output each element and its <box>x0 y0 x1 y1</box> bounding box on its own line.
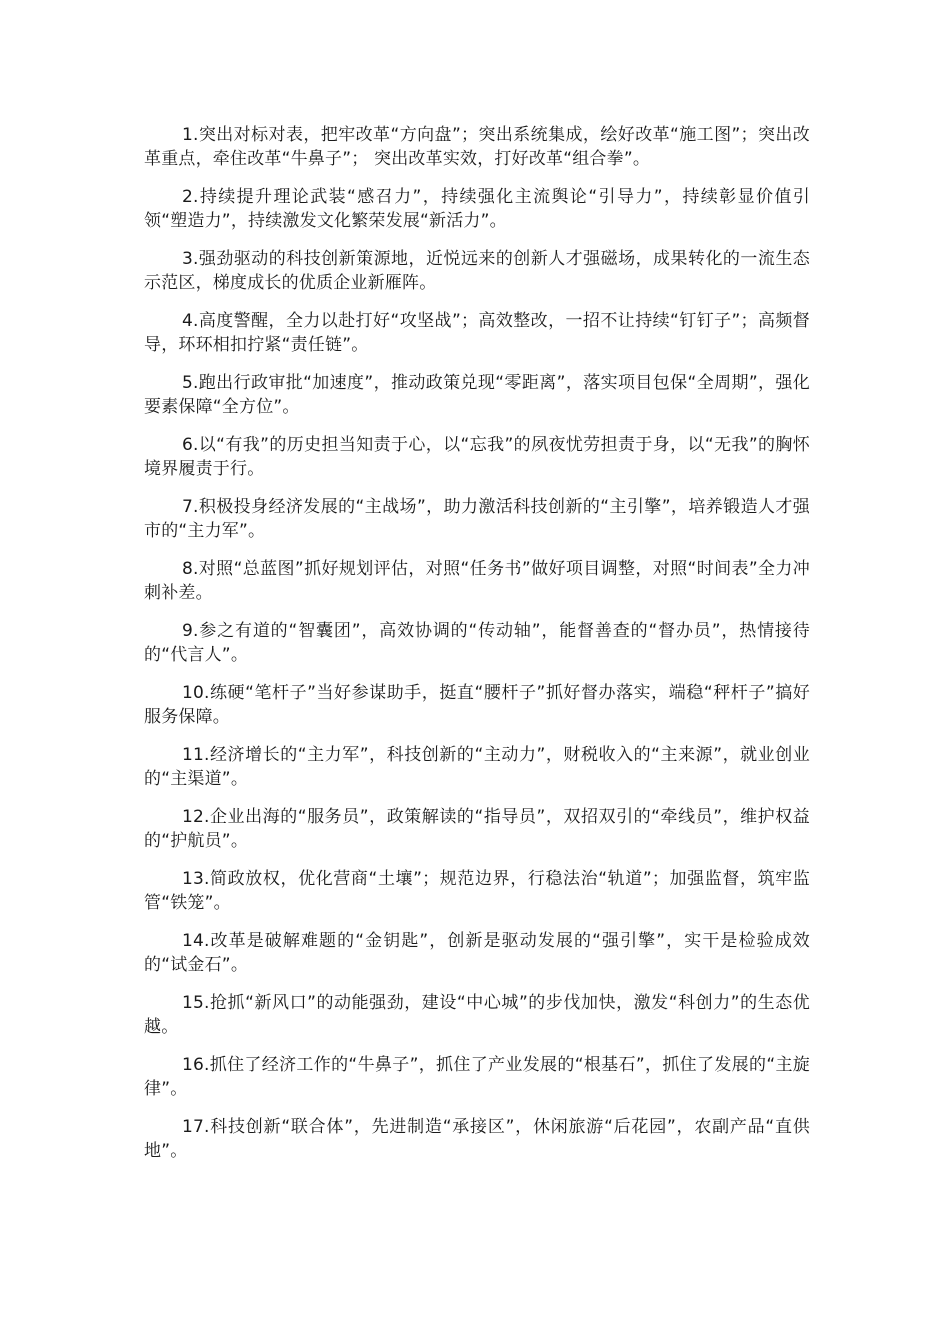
paragraph-9: 9.参之有道的“智囊团”，高效协调的“传动轴”，能督善查的“督办员”，热情接待的“代言人”。 <box>144 621 810 665</box>
paragraph-12: 12.企业出海的“服务员”，政策解读的“指导员”，双招双引的“牵线员”，维护权益的“护航员”。 <box>144 807 810 851</box>
paragraph-3: 3.强劲驱动的科技创新策源地，近悦远来的创新人才强磁场，成果转化的一流生态示范区，梯度成长的优质企业新雁阵。 <box>144 249 810 293</box>
paragraph-4: 4.高度警醒，全力以赴打好“攻坚战”；高效整改，一招不让持续“钉钉子”；高频督导，环环相扣拧紧“责任链”。 <box>144 311 810 355</box>
paragraph-14: 14.改革是破解难题的“金钥匙”，创新是驱动发展的“强引擎”，实干是检验成效的“试金石”。 <box>144 931 810 975</box>
paragraph-13: 13.简政放权，优化营商“土壤”；规范边界，行稳法治“轨道”；加强监督，筑牢监管“铁笼”。 <box>144 869 810 913</box>
document-body <box>144 123 810 1177</box>
paragraph-17: 17.科技创新“联合体”，先进制造“承接区”，休闲旅游“后花园”，农副产品“直供地”。 <box>144 1117 810 1161</box>
paragraph-7: 7.积极投身经济发展的“主战场”，助力激活科技创新的“主引擎”，培养锻造人才强市的“主力军”。 <box>144 497 810 541</box>
paragraph-16: 16.抓住了经济工作的“牛鼻子”，抓住了产业发展的“根基石”，抓住了发展的“主旋律”。 <box>144 1055 810 1099</box>
paragraph-5: 5.跑出行政审批“加速度”，推动政策兑现“零距离”，落实项目包保“全周期”，强化要素保障“全方位”。 <box>144 373 810 417</box>
paragraph-1: 1.突出对标对表，把牢改革“方向盘”；突出系统集成，绘好改革“施工图”；突出改革重点，牵住改革“牛鼻子”； 突出改革实效，打好改革“组合拳”。 <box>144 125 810 169</box>
paragraph-10: 10.练硬“笔杆子”当好参谋助手，挺直“腰杆子”抓好督办落实，端稳“秤杆子”搞好服务保障。 <box>144 683 810 727</box>
paragraph-2: 2.持续提升理论武装“感召力”，持续强化主流舆论“引导力”，持续彰显价值引领“塑造力”，持续激发文化繁荣发展“新活力”。 <box>144 187 810 231</box>
paragraph-8: 8.对照“总蓝图”抓好规划评估，对照“任务书”做好项目调整，对照“时间表”全力冲刺补差。 <box>144 559 810 603</box>
paragraph-15: 15.抢抓“新风口”的动能强劲，建设“中心城”的步伐加快，激发“科创力”的生态优越。 <box>144 993 810 1037</box>
paragraph-6: 6.以“有我”的历史担当知责于心，以“忘我”的夙夜忧劳担责于身，以“无我”的胸怀境界履责于行。 <box>144 435 810 479</box>
paragraph-11: 11.经济增长的“主力军”，科技创新的“主动力”，财税收入的“主来源”，就业创业的“主渠道”。 <box>144 745 810 789</box>
